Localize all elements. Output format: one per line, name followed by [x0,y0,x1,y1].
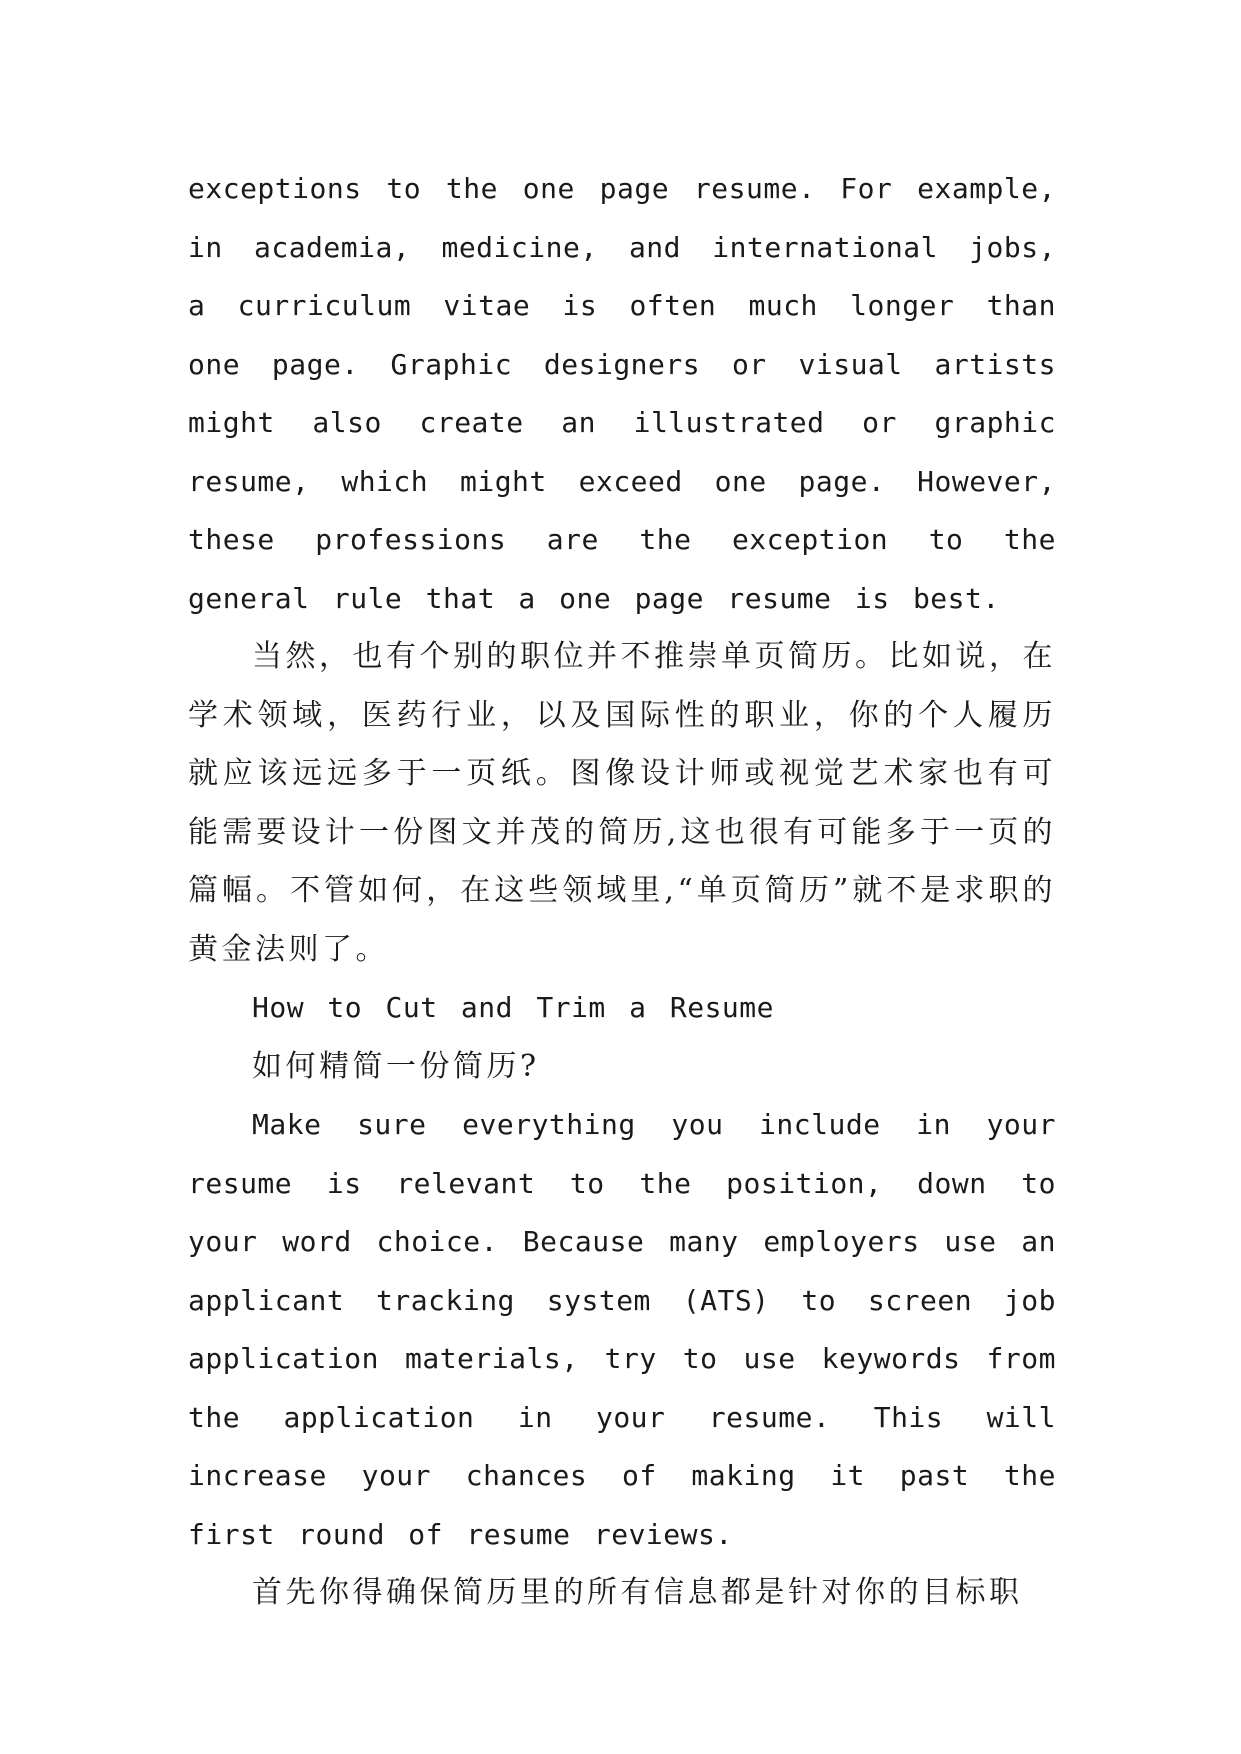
paragraph-exceptions-zh: 当然，也有个别的职位并不推崇单页简历。比如说，在学术领域，医药行业，以及国际性的职业，你的个人履历就应该远远多于一页纸。图像设计师或视觉艺术家也有可能需要设计一份图文并茂的简历,这也很有可能多于一页的篇幅。不管如何，在这些领域里,“单页简历”就不是求职的黄金法则了。 [188,639,1056,967]
paragraph-exceptions-en: exceptions to the one page resume. For example, in academia, medicine, and international jobs, a curriculum vitae is often much longer than one page. Graphic designers or visual artists might also create an illustrated or graphic resume, which might exceed one page. However, these professions are the exception to the general rule that a one page resume is best. [188,172,1056,615]
paragraph-relevance-en: Make sure everything you include in your resume is relevant to the position, down to your word choice. Because many employers use an applicant tracking system (ATS) to screen job application materials, try to use keywords from the application in your resume. This will increase your chances of making it past the first round of resume reviews. [188,1108,1056,1551]
section-heading-en: How to Cut and Trim a Resume [252,991,775,1024]
section-heading-zh: 如何精简一份简历? [252,1048,540,1084]
document-body [188,160,1056,1623]
paragraph-relevance-zh: 首先你得确保简历里的所有信息都是针对你的目标职 [252,1575,1023,1610]
